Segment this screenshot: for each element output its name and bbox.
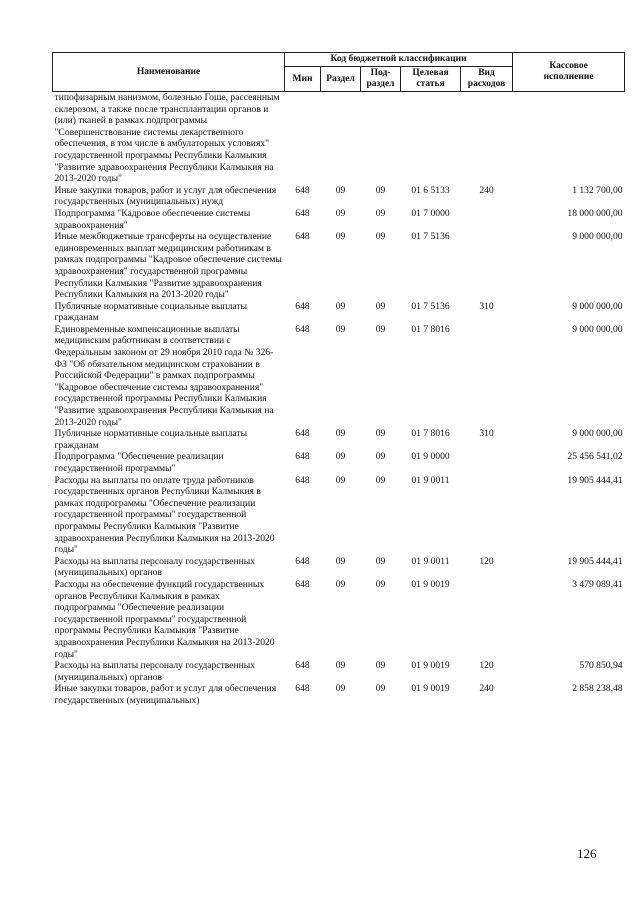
cell-target: 01 7 5136 [411, 300, 450, 312]
cell-subsection: 09 [375, 207, 386, 219]
cell-kind: 120 [479, 660, 494, 672]
cell-target: 01 7 5136 [411, 231, 450, 243]
cell-kind: 240 [479, 683, 494, 695]
cell-min: 648 [295, 578, 310, 590]
cell-section: 09 [335, 474, 346, 486]
cell-kind: 120 [479, 555, 494, 567]
cell-target: 01 6 5133 [411, 184, 450, 196]
cell-subsection: 09 [375, 184, 386, 196]
cell-subsection: 09 [375, 578, 386, 590]
cell-amount: 2 858 238,48 [572, 683, 623, 695]
cell-subsection: 09 [375, 323, 386, 335]
cell-name: Расходы на выплаты персоналу государственных (муниципальных) органов [54, 660, 256, 683]
cell-section: 09 [335, 578, 346, 590]
header-section: Раздел [321, 67, 361, 92]
table-row [53, 475, 625, 556]
table-row [53, 92, 625, 185]
cell-name: Подпрограмма "Кадровое обеспечение системы здравоохранения" [54, 207, 251, 231]
cell-name: Иные закупки товаров, работ и услуг для обеспечения государственных (муниципальных) нужд [54, 184, 277, 208]
cell-min [285, 92, 321, 185]
cell-amount: 9 000 000,00 [572, 231, 623, 243]
table-row [53, 301, 625, 324]
cell-min: 648 [295, 231, 310, 243]
cell-target: 01 7 0000 [411, 207, 450, 219]
header-kind: Вид расходов [461, 67, 513, 92]
table-row [53, 324, 625, 428]
table-row [53, 231, 625, 301]
cell-section [321, 92, 361, 185]
cell-amount: 9 000 000,00 [572, 323, 623, 335]
table-header [53, 53, 625, 92]
cell-name: Иные межбюджетные трансферты на осуществление единовременных выплат медицинским работникам в рамках подпрограммы "Кадровое обеспечение системы здравоохранения" государственной программы Республики Калмыкия "Развитие здравоохранения Республики Калмыкия на 2013-2020 годы" [54, 231, 282, 301]
cell-subsection: 09 [375, 660, 386, 672]
cell-name: Единовременные компенсационные выплаты медицинским работникам в соответствии с Федеральным законом от 29 ноября 2010 года № 326-ФЗ "Об обязательном медицинском страховании в Российской Федерации" в рамках подпрограммы "Кадровое обеспечение системы здравоохранения" государственной программы Республики Калмыкия "Развитие здравоохранения Республики Калмыкия на 2013-2020 годы" [54, 323, 274, 428]
cell-amount: 570 850,94 [579, 660, 623, 672]
cell-min: 648 [295, 300, 310, 312]
cell-target [401, 92, 461, 185]
header-subsection: Под- раздел [361, 67, 401, 92]
table-row [53, 428, 625, 451]
cell-name: Расходы на выплаты по оплате труда работников государственных органов Республики Калмыкия в рамках подпрограммы "Обеспечение реализации государственной программы" государственной программы Республики Калмыкия "Развитие здравоохранения Республики Калмыкия на 2013-2020 годы" [54, 474, 275, 556]
cell-amount: 9 000 000,00 [572, 300, 623, 312]
table-row [53, 579, 625, 660]
cell-name: Публичные нормативные социальные выплаты гражданам [54, 428, 248, 451]
cell-min: 648 [295, 451, 310, 463]
cell-name: типофизарным нанизмом, болезнью Гоше, рассеянным склерозом, а также после трансплантации органов и (или) тканей в рамках подпрограммы "Совершенствование системы лекарственного обеспечения, в том числе в амбулаторных условиях" государственной программы Республики Калмыкия "Развитие здравоохранения Республики Калмыкия на 2013-2020 годы" [54, 92, 280, 185]
cell-section: 09 [335, 207, 346, 219]
cell-amount: 18 000 000,00 [567, 207, 623, 219]
table-row [53, 451, 625, 474]
cell-target: 01 9 0019 [411, 660, 450, 672]
header-budget-code: Код бюджетной классификации [285, 53, 513, 67]
header-cash: Кассовое исполнение [513, 53, 625, 92]
cell-target: 01 9 0011 [411, 555, 450, 567]
cell-min: 648 [295, 555, 310, 567]
cell-kind [461, 231, 513, 301]
cell-kind [461, 475, 513, 556]
table-row [53, 185, 625, 208]
cell-kind [461, 208, 513, 231]
cell-amount: 25 456 541,02 [567, 451, 623, 463]
cell-section: 09 [335, 451, 346, 463]
cell-kind: 240 [479, 184, 494, 196]
table-row [53, 660, 625, 683]
cell-target: 01 9 0011 [411, 474, 450, 486]
cell-min: 648 [295, 474, 310, 486]
page-number: 126 [577, 846, 597, 861]
cell-amount: 19 905 444,41 [567, 555, 623, 567]
cell-kind [461, 324, 513, 428]
cell-name: Расходы на выплаты персоналу государственных (муниципальных) органов [54, 555, 256, 579]
cell-section: 09 [335, 323, 346, 335]
cell-min: 648 [295, 207, 310, 219]
cell-subsection: 09 [375, 683, 386, 695]
cell-min: 648 [295, 184, 310, 196]
cell-amount: 19 905 444,41 [567, 474, 623, 486]
cell-subsection [361, 92, 401, 185]
cell-kind: 310 [479, 428, 494, 440]
cell-kind [461, 579, 513, 660]
cell-subsection: 09 [375, 451, 386, 463]
cell-min: 648 [295, 323, 310, 335]
table-row [53, 683, 625, 706]
cell-amount [513, 92, 625, 185]
cell-amount: 1 132 700,00 [572, 184, 623, 196]
cell-section: 09 [335, 660, 346, 672]
cell-target: 01 7 8016 [411, 428, 450, 440]
cell-section: 09 [335, 428, 346, 440]
cell-target: 01 9 0019 [411, 683, 450, 695]
cell-target: 01 9 0019 [411, 578, 450, 590]
cell-name: Иные закупки товаров, работ и услуг для обеспечения государственных (муниципальных) [54, 683, 277, 706]
cell-subsection: 09 [375, 428, 386, 440]
header-min: Мин [285, 67, 321, 92]
cell-name: Расходы на обеспечение функций государственных органов Республики Калмыкия в рамках подпрограммы "Обеспечение реализации государственной программы" государственной программы Республики Калмыкия "Развитие здравоохранения Республики Калмыкия на 2013-2020 годы" [54, 578, 275, 660]
cell-name: Подпрограмма "Обеспечение реализации государственной программы" [54, 451, 224, 474]
header-name: Наименование [53, 53, 285, 92]
cell-subsection: 09 [375, 555, 386, 567]
cell-section: 09 [335, 555, 346, 567]
cell-target: 01 7 8016 [411, 323, 450, 335]
header-target: Целевая статья [401, 67, 461, 92]
cell-amount: 3 479 089,41 [572, 578, 623, 590]
cell-kind [461, 451, 513, 474]
cell-subsection: 09 [375, 300, 386, 312]
cell-min: 648 [295, 660, 310, 672]
table-row [53, 208, 625, 231]
cell-min: 648 [295, 428, 310, 440]
cell-subsection: 09 [375, 474, 386, 486]
cell-subsection: 09 [375, 231, 386, 243]
cell-section: 09 [335, 683, 346, 695]
budget-table [52, 52, 625, 706]
cell-target: 01 9 0000 [411, 451, 450, 463]
cell-kind: 310 [479, 300, 494, 312]
cell-kind [461, 92, 513, 185]
table-row [53, 556, 625, 579]
table-body [53, 92, 625, 707]
cell-section: 09 [335, 184, 346, 196]
cell-min: 648 [295, 683, 310, 695]
cell-section: 09 [335, 300, 346, 312]
cell-section: 09 [335, 231, 346, 243]
cell-amount: 9 000 000,00 [572, 428, 623, 440]
cell-name: Публичные нормативные социальные выплаты гражданам [54, 300, 248, 324]
